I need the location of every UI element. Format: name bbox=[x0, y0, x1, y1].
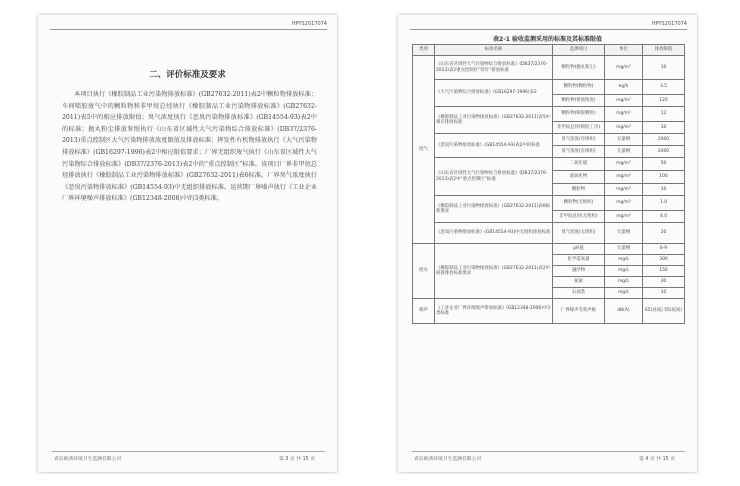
limit-cell: 20 bbox=[643, 223, 685, 244]
unit-cell: 无量纲 bbox=[605, 244, 643, 255]
item-cell: 二氧化硫 bbox=[553, 158, 605, 171]
item-cell: 颗粒物(排放浓度) bbox=[553, 95, 605, 107]
table-row bbox=[413, 56, 685, 80]
standard-cell: 《恶臭污染物排放标准》(GB14554-93)中无组织排放标准 bbox=[435, 223, 553, 244]
unit-cell: dB(A) bbox=[605, 299, 643, 324]
header-rule bbox=[50, 29, 327, 30]
item-cell: 颗粒物(无组织) bbox=[553, 196, 605, 211]
item-cell: 非甲烷总烃(喷胶工序) bbox=[553, 122, 605, 134]
item-cell: 颗粒物(抛丸粉尘) bbox=[553, 56, 605, 80]
section-heading: 二、评价标准及要求 bbox=[149, 70, 226, 80]
footer-organization: 青岛欧鸿环境卫生监测有限公司 bbox=[414, 457, 482, 462]
footer-page-number: 第 3 页 共 15 页 bbox=[279, 457, 315, 462]
item-cell: 臭气浓度(有组织) bbox=[553, 134, 605, 146]
unit-cell: mg/L bbox=[605, 266, 643, 277]
limit-cell: 10 bbox=[643, 288, 685, 299]
standard-cell: 《工业企业厂界环境噪声排放标准》(GB12348-2008)中3类标准 bbox=[435, 299, 553, 324]
item-cell: 石油类 bbox=[553, 288, 605, 299]
limit-cell: 10 bbox=[643, 184, 685, 196]
category-cell: 废气 bbox=[413, 56, 435, 244]
header-limit: 排放限值 bbox=[643, 45, 685, 56]
standard-cell: 《橡胶制品工业污染物排放标准》(GB27632-2011)表5中相应排放标准 bbox=[435, 107, 553, 134]
item-cell: 化学需氧量 bbox=[553, 255, 605, 266]
standard-cell: 《山东省区域性大气污染物综合排放标准》(DB37/2376-2013)表2重点控制区“特许”排放标准 bbox=[435, 56, 553, 80]
limit-cell: 2000 bbox=[643, 134, 685, 146]
table-row bbox=[413, 158, 685, 171]
limit-cell: 100 bbox=[643, 171, 685, 184]
body-paragraph: 本项目执行《橡胶制品工业污染物排放标准》(GB27632-2011)表2中颗粒物排放标准；车间喷胶废气中的颗粒物和非甲烷总烃执行《橡胶制品工业污染物排放标准》(GB27632-2011)表5中的相应排放限值；臭气浓度执行《恶臭污染物排放标准》(GB14554-93)表2中的标准；抛丸粉尘排放参照执行《山东省区域性大气污染物综合排放标准》(DB37/2376-2013)重点控制区大气污染物排放浓度限值及排放标准；挥发性有机物排放执行《大气污染物排放标准》(GB16297-1996)表2中相应限值要求；厂界无组织废气执行《山东省区域性大气污染物综合排放标准》(DB37/2376-2013)表2中的“重点控制区”标准。该项目厂界非甲烷总烃排放执行《橡胶制品工业污染物排放标准》(GB27632-2011)表6标准。厂界臭气浓度执行《恶臭污染物排放标准》(GB14554-93)中无组织排放标准。运营期厂界噪声执行《工业企业厂界环境噪声排放标准》(GB12348-2008)中的3类标准。 bbox=[62, 91, 317, 203]
footer-rule bbox=[52, 451, 325, 452]
standard-cell: 《橡胶制品工业污染物排放标准》(GB27632-2011)表2中间接排放标准要求 bbox=[435, 244, 553, 299]
report-code: HPYS2017074 bbox=[291, 21, 327, 27]
unit-cell: mg/m³ bbox=[605, 95, 643, 107]
table-caption: 表2-1 验收监测采用的标准及其标准限值 bbox=[493, 36, 602, 43]
table-row bbox=[413, 244, 685, 255]
limit-cell: 150 bbox=[643, 266, 685, 277]
header-unit: 单位 bbox=[605, 45, 643, 56]
item-cell: 氨氮 bbox=[553, 277, 605, 288]
standard-cell: 《大气污染物综合排放标准》(GB16297-1996)表2 bbox=[435, 80, 553, 107]
item-cell: 颗粒物(颗粒物) bbox=[553, 80, 605, 95]
standard-cell: 《橡胶制品工业污染物排放标准》(GB27632-2011)表6标准要求 bbox=[435, 196, 553, 223]
unit-cell: mg/m³ bbox=[605, 56, 643, 80]
footer-page-number: 第 4 页 共 15 页 bbox=[639, 457, 675, 462]
report-code: HPYS2017074 bbox=[651, 21, 687, 27]
limit-cell: 120 bbox=[643, 95, 685, 107]
item-cell: 臭气浓度(有组织) bbox=[553, 146, 605, 158]
unit-cell: 无量纲 bbox=[605, 134, 643, 146]
table-row bbox=[413, 223, 685, 244]
limit-cell: 2000 bbox=[643, 146, 685, 158]
section-body bbox=[62, 89, 317, 205]
footer-organization: 青岛欧鸿环境卫生监测有限公司 bbox=[54, 457, 122, 462]
document-page-right bbox=[398, 15, 697, 472]
unit-cell: mg/L bbox=[605, 288, 643, 299]
limit-cell: 6-9 bbox=[643, 244, 685, 255]
category-cell: 废水 bbox=[413, 244, 435, 299]
category-cell: 噪声 bbox=[413, 299, 435, 324]
unit-cell: 无量纲 bbox=[605, 223, 643, 244]
item-cell: 颗粒物(喷胶颗粒) bbox=[553, 107, 605, 122]
unit-cell: mg/m³ bbox=[605, 107, 643, 122]
table-row bbox=[413, 80, 685, 95]
item-cell: 臭气浓度(无组织) bbox=[553, 223, 605, 244]
item-cell: 非甲烷总烃(无组织) bbox=[553, 211, 605, 223]
unit-cell: mg/m³ bbox=[605, 122, 643, 134]
unit-cell: mg/L bbox=[605, 255, 643, 266]
document-page-left bbox=[38, 15, 337, 472]
header-standard: 标准名称 bbox=[435, 45, 553, 56]
limit-cell: 12 bbox=[643, 107, 685, 122]
header-category: 类别 bbox=[413, 45, 435, 56]
standards-table bbox=[412, 44, 685, 324]
unit-cell: mg/m³ bbox=[605, 171, 643, 184]
header-item: 监测项目 bbox=[553, 45, 605, 56]
limit-cell: 300 bbox=[643, 255, 685, 266]
unit-cell: kg/h bbox=[605, 80, 643, 95]
limit-cell: 10 bbox=[643, 122, 685, 134]
unit-cell: mg/m³ bbox=[605, 158, 643, 171]
limit-cell: 3.5 bbox=[643, 80, 685, 95]
table-row bbox=[413, 196, 685, 211]
item-cell: pH值 bbox=[553, 244, 605, 255]
unit-cell: mg/m³ bbox=[605, 196, 643, 211]
unit-cell: mg/m³ bbox=[605, 211, 643, 223]
table-row bbox=[413, 299, 685, 324]
item-cell: 悬浮物 bbox=[553, 266, 605, 277]
header-rule bbox=[410, 29, 687, 30]
standard-cell: 《山东省区域性大气污染物综合排放标准》(DB37/2376-2013)表2中“重点控制区”标准 bbox=[435, 158, 553, 196]
unit-cell: mg/m³ bbox=[605, 184, 643, 196]
footer-rule bbox=[412, 451, 685, 452]
item-cell: 颗粒物 bbox=[553, 184, 605, 196]
standard-cell: 《恶臭污染物排放标准》(GB14554-93)表2中的标准 bbox=[435, 134, 553, 158]
limit-cell: 50 bbox=[643, 158, 685, 171]
table-row bbox=[413, 107, 685, 122]
table-row bbox=[413, 134, 685, 146]
limit-cell: 1.0 bbox=[643, 196, 685, 211]
table-header-row bbox=[413, 45, 685, 56]
limit-cell: 10 bbox=[643, 56, 685, 80]
item-cell: 氮氧化物 bbox=[553, 171, 605, 184]
item-cell: 厂界噪声等效声级 bbox=[553, 299, 605, 324]
unit-cell: mg/L bbox=[605, 277, 643, 288]
limit-cell: 30 bbox=[643, 277, 685, 288]
unit-cell: 无量纲 bbox=[605, 146, 643, 158]
limit-cell: 65(昼间) 55(夜间) bbox=[643, 299, 685, 324]
limit-cell: 4.0 bbox=[643, 211, 685, 223]
